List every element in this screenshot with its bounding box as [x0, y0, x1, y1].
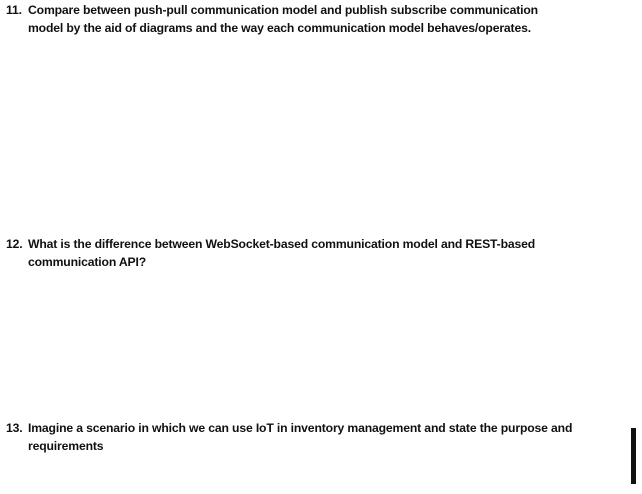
page-edge-bar — [631, 428, 636, 484]
question-text-line: Imagine a scenario in which we can use IoT in inventory management and state the purpose and — [28, 421, 573, 435]
question-text-line: Compare between push-pull communication model and publish subscribe communication — [28, 3, 538, 17]
question-text-line: requirements — [28, 439, 104, 453]
question-number: 12. — [6, 237, 23, 251]
question-text-line: communication API? — [28, 255, 147, 269]
question-text — [28, 1, 606, 37]
question-text-line: model by the aid of diagrams and the way each communication model behaves/operates. — [28, 21, 531, 35]
question-text — [28, 235, 606, 271]
question-12 — [6, 235, 606, 271]
question-text — [28, 419, 606, 455]
question-text-line: What is the difference between WebSocket-based communication model and REST-based — [28, 237, 536, 251]
question-number: 13. — [6, 421, 23, 435]
question-13 — [6, 419, 606, 455]
question-11 — [6, 1, 606, 37]
question-number: 11. — [6, 3, 22, 17]
